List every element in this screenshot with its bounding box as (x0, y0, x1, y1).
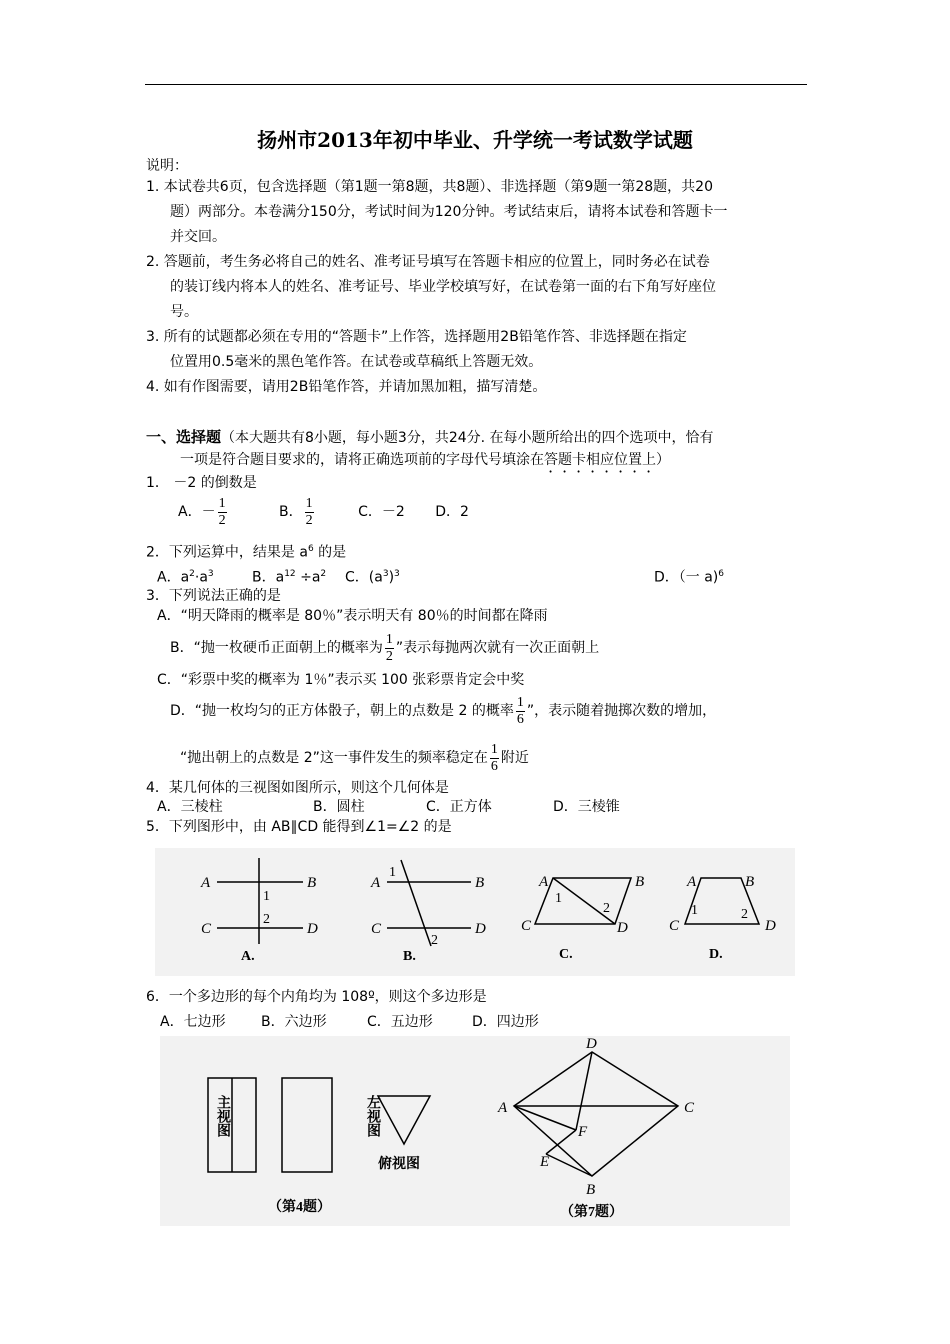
q5-caption-a: A. (241, 949, 255, 964)
q5d-label-c: C (669, 918, 680, 934)
q5-figure-svg (155, 848, 795, 976)
fig4-fig7-svg (160, 1036, 790, 1226)
q5c-label-a: A (539, 874, 549, 890)
q6-option-a: A．七边形 (160, 1014, 226, 1030)
section-desc-text: 一项是符合题目要求的，请将正确选项前的字母代号填涂在 (180, 452, 544, 468)
fig4-front-label (188, 1094, 232, 1138)
fig4-left-text: 左视图 (338, 1095, 380, 1110)
q3-option-b: B．“抛一枚硬币正面朝上的概率为 $\frac{1}{2}$ ”表示每抛两次就有一次正面朝上 (170, 631, 600, 664)
q5c-label-d: D (617, 920, 628, 936)
q6-option-d: D．四边形 (472, 1014, 539, 1030)
q4-option-b: B．圆柱 (313, 799, 365, 815)
q5b-label-c: C (371, 921, 382, 937)
q5b-label-b: B (475, 875, 485, 891)
q5c-label-c: C (521, 918, 532, 934)
q2-option-b: B．$a^{12} \div a^2$ (252, 569, 327, 586)
fig4-fig7-panel (160, 1036, 790, 1226)
fig7-label-b: B (586, 1182, 596, 1198)
q5-caption-b: B. (403, 949, 416, 964)
q3-option-d: D．“抛一枚均匀的正方体骰子，朝上的点数是 2 的概率 $\frac{1}{6}$ ”，表示随着抛掷次数的增加， (170, 694, 717, 727)
q5c-angle-1: 1 (555, 891, 562, 906)
q6-stem: 6．一个多边形的每个内角均为 108º，则这个多边形是 (146, 989, 487, 1005)
page-title: 扬州市2013年初中毕业、升学统一考试数学试题 (257, 128, 693, 152)
q3-option-c: C．“彩票中奖的概率为 1％”表示买 100 张彩票肯定会中奖 (157, 672, 525, 688)
q2-stem: 2．下列运算中，结果是 $a^6$ 的是 (146, 544, 347, 561)
note-3-cont: 位置用0.5毫米的黑色笔作答。在试卷或草稿纸上答题无效。 (170, 354, 543, 370)
q5d-label-b: B (745, 874, 755, 890)
q4-option-c: C．正方体 (426, 799, 492, 815)
fig7-label-e: E (540, 1154, 550, 1170)
q5a-label-a: A (201, 875, 211, 891)
q5a-angle-1: 1 (263, 889, 270, 904)
q5a-angle-2: 2 (263, 912, 270, 927)
notes-heading: 说明： (146, 158, 188, 174)
q3-stem: 3．下列说法正确的是 (146, 588, 281, 604)
q2-option-d: D．（一 a)$^6$ (654, 569, 725, 586)
q1-option-a: A．－ $\frac{1}{2}$ (178, 495, 226, 528)
note-1-cont: 题）两部分。本卷满分150分，考试时间为120分钟。考试结束后，请将本试卷和答题卡一 (170, 204, 728, 220)
fig4-top-label: 俯视图 (378, 1157, 420, 1172)
q5b-angle-2: 2 (431, 933, 438, 948)
section-label: 一、选择题 (146, 428, 222, 446)
q6-option-b: B．六边形 (261, 1014, 327, 1030)
fig7-label-a: A (498, 1100, 508, 1116)
q5c-angle-2: 2 (603, 901, 610, 916)
q3-option-d-cont: “抛出朝上的点数是 2”这一事件发生的频率稳定在 $\frac{1}{6}$ 附近 (180, 741, 529, 774)
fig4-front-text: 主视图 (188, 1095, 230, 1110)
header-rule (145, 84, 807, 85)
q2-option-c: C．$(a^3)^3$ (345, 569, 400, 586)
section-desc-end: ） (656, 452, 670, 468)
q5d-label-a: A (687, 874, 697, 890)
q5a-label-b: B (307, 875, 317, 891)
section-header (146, 427, 714, 448)
fig7-label-f: F (578, 1124, 588, 1140)
note-2-cont: 号。 (170, 304, 198, 320)
note-2-cont: 的装订线内将本人的姓名、准考证号、毕业学校填写好，在试卷第一面的右下角写好座位 (170, 279, 716, 295)
q4-stem: 4．某几何体的三视图如图所示，则这个几何体是 (146, 780, 449, 796)
q5d-label-d: D (765, 918, 776, 934)
note-3: 3. 所有的试题都必须在专用的“答题卡”上作答，选择题用2B铅笔作答、非选择题在指定 (146, 329, 687, 345)
q1-option-c: C．－2 (358, 504, 405, 520)
q5d-angle-2: 2 (741, 907, 748, 922)
fig4-caption: （第4题） (268, 1200, 331, 1215)
q5-figure (155, 848, 795, 976)
q5a-label-d: D (307, 921, 318, 937)
q6-option-c: C．五边形 (367, 1014, 433, 1030)
q1-options (178, 494, 469, 530)
q5b-label-d: D (475, 921, 486, 937)
q5c-label-b: B (635, 874, 645, 890)
q4-option-a: A．三棱柱 (157, 799, 223, 815)
fig7-label-c: C (684, 1100, 695, 1116)
section-desc-emphasis: 答题卡相应位置上 (544, 452, 656, 468)
q5-caption-d: D. (709, 947, 723, 962)
q2-option-a: A．$a^2\cdot a^3$ (157, 569, 214, 586)
note-4: 4. 如有作图需要，请用2B铅笔作答，并请加黑加粗，描写清楚。 (146, 379, 547, 395)
fig7-label-d: D (586, 1036, 597, 1052)
q1-stem: 1． －2 的倒数是 (146, 475, 257, 491)
q5a-label-c: C (201, 921, 212, 937)
q3-option-a: A．“明天降雨的概率是 80％”表示明天有 80％的时间都在降雨 (157, 608, 548, 624)
note-1-cont: 并交回。 (170, 229, 226, 245)
section-desc: （本大题共有8小题，每小题3分，共24分. 在每小题所给出的四个选项中，恰有 (221, 430, 714, 446)
q1-option-b: B． $\frac{1}{2}$ (279, 495, 313, 528)
q5b-angle-1: 1 (389, 865, 396, 880)
q5d-angle-1: 1 (691, 903, 698, 918)
note-1: 1. 本试卷共6页，包含选择题（第1题一第8题，共8题）、非选择题（第9题一第28题，共20 (146, 179, 713, 195)
q5-stem: 5．下列图形中，由 AB∥CD 能得到∠1=∠2 的是 (146, 819, 452, 835)
q4-option-d: D．三棱锥 (553, 799, 620, 815)
q1-option-d: D．2 (435, 504, 469, 520)
q5b-label-a: A (371, 875, 381, 891)
fig4-left-label (338, 1094, 382, 1138)
note-2: 2. 答题前，考生务必将自己的姓名、准考证号填写在答题卡相应的位置上，同时务必在试卷 (146, 254, 710, 270)
fig7-caption: （第7题） (560, 1205, 623, 1220)
q5-caption-c: C. (559, 947, 573, 962)
